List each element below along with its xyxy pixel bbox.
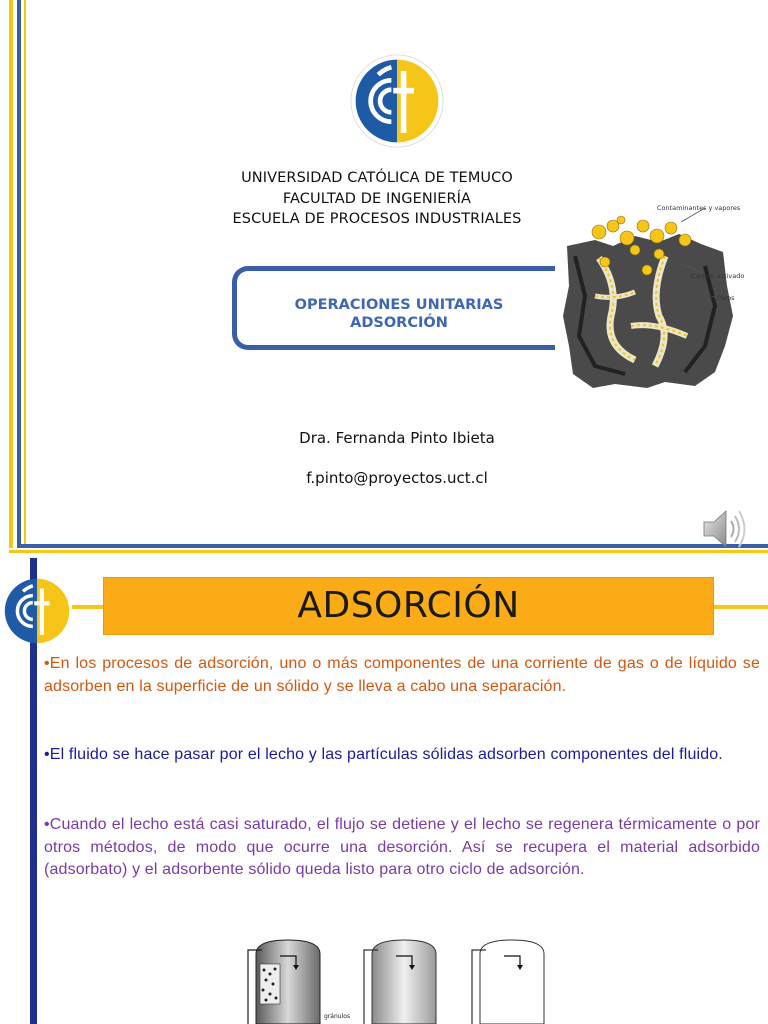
carbon-label: Carbón activado <box>691 272 745 280</box>
course-title: OPERACIONES UNITARIAS <box>294 297 504 313</box>
bottom-blue-rule <box>17 544 768 548</box>
speaker-icon[interactable] <box>700 505 750 553</box>
adsorption-columns-figure <box>240 934 560 1024</box>
title-bar-accent-right <box>714 605 768 609</box>
content-slide <box>0 558 768 1024</box>
author-name: Dra. Fernanda Pinto Ibieta <box>299 429 495 447</box>
activated-carbon-figure <box>555 196 768 392</box>
left-yellow-rule <box>9 0 13 548</box>
university-logo-icon <box>350 54 444 148</box>
contaminants-label: Contaminantes y vapores <box>657 204 741 212</box>
slide-heading: ADSORCIÓN <box>297 585 520 626</box>
granules-label: gránulos <box>324 1013 351 1020</box>
left-blue-rule <box>17 0 21 548</box>
topic-title: ADSORCIÓN <box>350 315 448 331</box>
university-header <box>180 168 574 230</box>
pores-label: Poros <box>717 294 735 302</box>
paragraph-regeneration: •Cuando el lecho está casi saturado, el flujo se detiene y el lecho se regenera térmicamente o por otros métodos, de modo que ocurre una desorción. Así se recupera el material adsorbido (adsorbato) y el adsorbente sólido queda listo para otro ciclo de adsorción. <box>44 816 760 878</box>
bottom-yellow-rule <box>9 550 768 553</box>
university-name: UNIVERSIDAD CATÓLICA DE TEMUCO <box>241 170 513 186</box>
faculty-name: FACULTAD DE INGENIERÍA <box>282 190 472 207</box>
author-email: f.pinto@proyectos.uct.cl <box>306 469 488 487</box>
slide-title <box>262 296 536 332</box>
school-name: ESCUELA DE PROCESOS INDUSTRIALES <box>232 211 522 227</box>
left-yellow-rule-inner <box>24 0 26 548</box>
paragraph-adsorption-process: •En los procesos de adsorción, uno o más componentes de una corriente de gas o de líquido se adsorben en la superficie de un sólido y se lleva a cabo una separación. <box>44 655 760 695</box>
title-bar-accent-left <box>72 605 103 609</box>
university-logo-small-icon <box>2 576 72 646</box>
paragraph-fluid-bed: •El fluido se hace pasar por el lecho y las partículas sólidas adsorben componentes del fluido. <box>44 746 723 763</box>
